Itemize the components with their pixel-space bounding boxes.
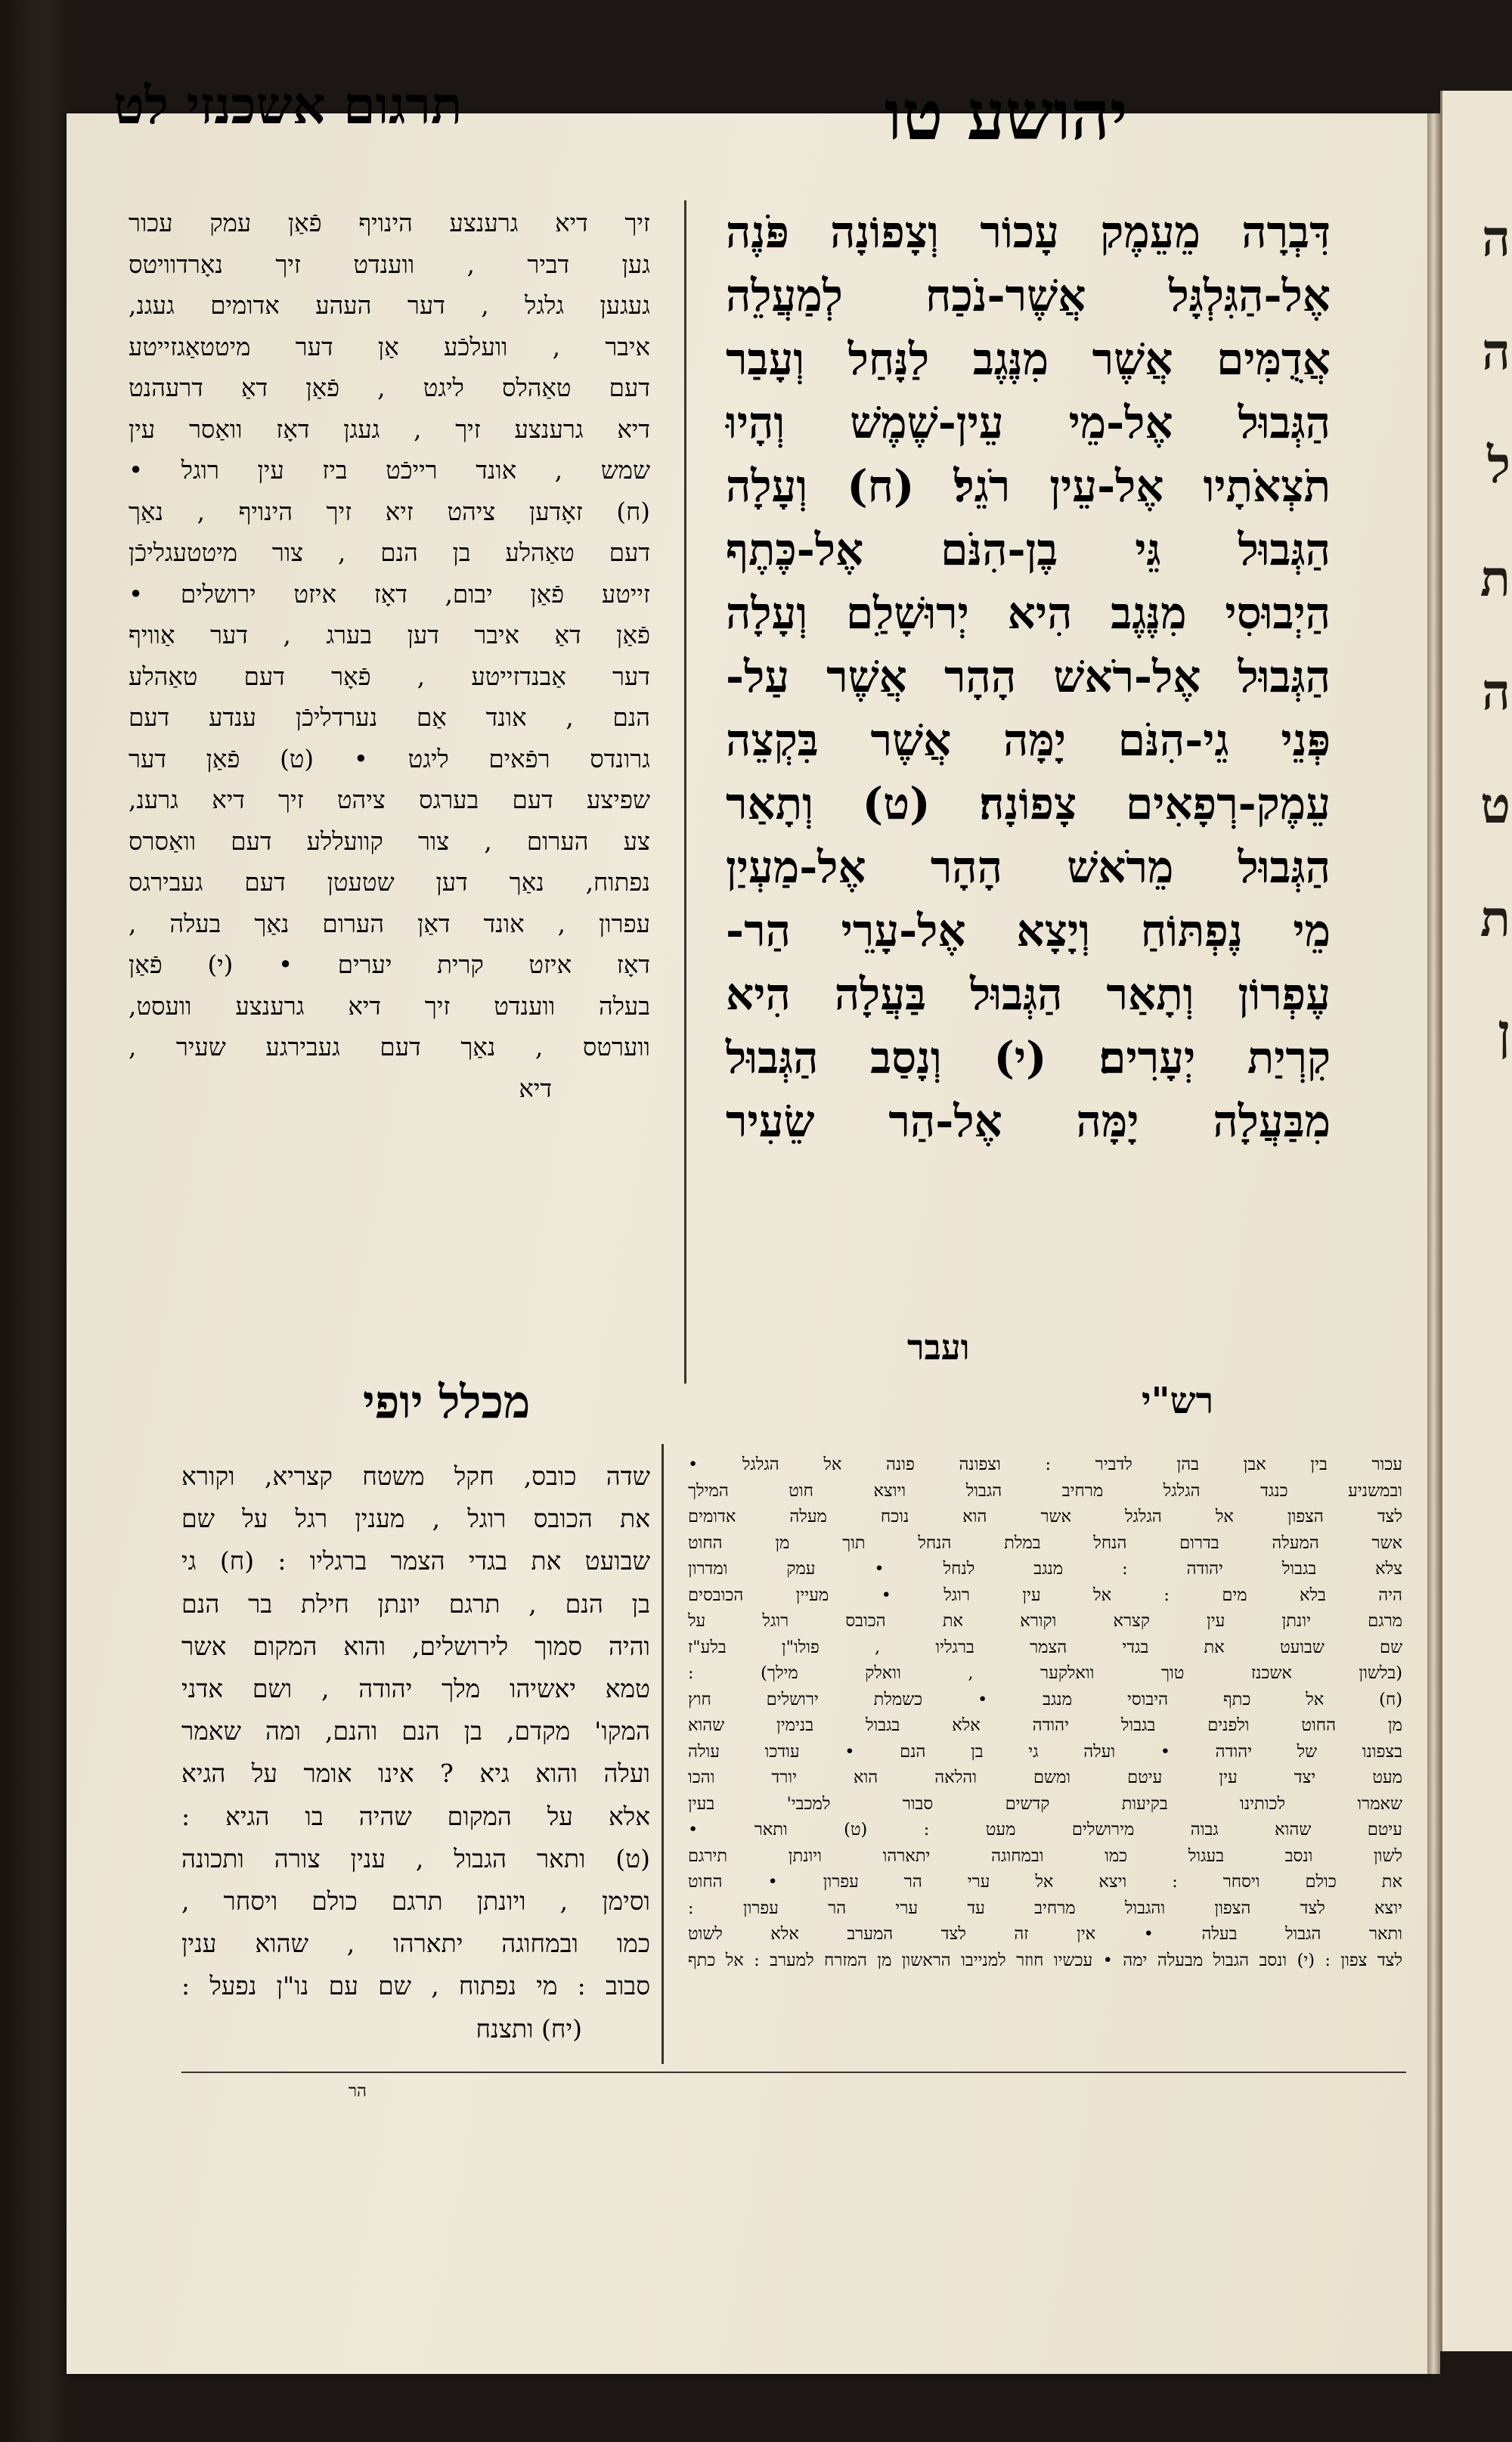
- book-gutter: [1427, 113, 1440, 2374]
- translation-line: דיא גרענצע זיך , געגן דאָז וואַסר עין: [129, 414, 650, 444]
- translation-line: דער אַבנדזייטע , פֿאָר דעם טאַהלע: [129, 662, 650, 691]
- next-page-letter: ה: [1482, 662, 1510, 721]
- rashi-line: ובמשניע כנגד הגלגל מרחיב הגבול ויוצא חוט המילך: [688, 1480, 1402, 1501]
- translation-line: (ח) זאָדען ציהט זיא זיך הינויף , נאַך: [129, 497, 650, 526]
- commentary-heading: מכלל יופי: [363, 1376, 531, 1429]
- rashi-line: את כולם ויסחר : ויצא אל ערי הר עפרון • החוט: [688, 1872, 1402, 1892]
- translation-line: נפתוח, נאַך דען שטעטן דעם געבירגס: [129, 868, 650, 897]
- commentary-line: ועלה והוא גיא ? אינו אומר על הגיא: [181, 1759, 650, 1789]
- rashi-line: עכור בין אבן בהן לדביר : וצפונה פונה אל הגלגל •: [688, 1455, 1402, 1474]
- german-hebrew-translation: [129, 203, 650, 1109]
- verse-line: מֵי נֶפְתּוֹחַ וְיָצָא אֶל-עָרֵי הַר-: [726, 905, 1331, 956]
- rashi-line: עיטם שהוא גבוה מירושלים מעט : (ט) ותאר •: [688, 1820, 1402, 1839]
- commentary-line: וסימן , ויונתן תרגם כולם ויסחר ,: [181, 1886, 650, 1917]
- translation-line: גען דביר , ווענדט זיך נאָרדוויטס: [129, 249, 650, 279]
- next-page-letter: ל: [1487, 435, 1510, 494]
- verse-line: קִרְיַת יְעָרִים׃ (י) וְנָסַב הַגְּבוּל: [726, 1032, 1331, 1083]
- translation-line: דיא: [519, 1074, 552, 1103]
- commentary-line: טמא יאשיהו מלך יהודה , ושם אדני: [181, 1674, 650, 1704]
- verse-line: מִבַּעֲלָה יָמָּה אֶל-הַר שֵׂעִיר: [726, 1095, 1331, 1147]
- commentary-line: את הכובס רוגל , מענין רגל על שם: [181, 1504, 650, 1534]
- rashi-commentary: [688, 1452, 1402, 1973]
- catchword: ועבר: [907, 1327, 970, 1368]
- translation-line: זיך דיא גרענצע הינויף פֿאַן עמק עכור: [129, 209, 650, 237]
- next-page-letter: ת: [1479, 549, 1510, 608]
- next-page-edge: [1440, 91, 1512, 2351]
- verse-line: תֹצְאֹתָיו אֶל-עֵין רֹגֵל׃ (ח) וְעָלָה: [726, 460, 1331, 512]
- rashi-line: (ח) אל כתף היבוסי מנגב • כשמלת ירושלים חוץ: [688, 1689, 1402, 1709]
- next-page-letter: ן: [1498, 1003, 1510, 1061]
- verse-line: הַיְבוּסִי מִנֶּגֶב הִיא יְרוּשָׁלִַם וְעָלָה: [726, 587, 1331, 639]
- verse-line: הַגְּבוּל גֵּי בֶן-הִנֹּם אֶל-כֶּתֶף: [726, 524, 1331, 575]
- translation-line: הנם , אונד אַם נערדליכֿן ענדע דעם: [129, 703, 650, 732]
- rashi-line: שם שבועט את בגדי הצמר ברגליו , פולו"ן בלע"ז: [688, 1637, 1402, 1657]
- rashi-line: ותאר הגבול בעלה • אין זה לצד המערב אלא לשוט: [688, 1924, 1402, 1944]
- commentary-line: אלא על המקום שהיה בו הגיא :: [181, 1801, 650, 1831]
- rashi-continuation: [181, 2079, 1406, 2103]
- commentary-line: סבוב : מי נפתוח , שם עם נו"ן נפעל :: [181, 1971, 650, 2001]
- translation-line: שמש , אונד רייכֿט ביז עין רוגל •: [129, 456, 650, 485]
- verse-line: עֵמֶק-רְפָאִים צָפוֹנָה׃ (ט) וְתָאַר: [726, 778, 1331, 829]
- rashi-line: לצד צפון : (י) ונסב הגבול מבעלה ימה • עכשיו חוזר למנייבו הראשון מן המזרח למערב : אל כתף: [688, 1950, 1402, 1970]
- footnote-line: הר: [349, 2081, 367, 2101]
- commentary-line: (יח) ותצנח: [476, 2013, 582, 2044]
- hebrew-biblical-text: [726, 200, 1331, 1153]
- verse-line: הַגְּבוּל אֶל-מֵי עֵין-שֶׁמֶשׁ וְהָיוּ: [726, 397, 1331, 448]
- rashi-line: צלא בגבול יהודה : מנגב לנחל • עמק ומדרון: [688, 1559, 1402, 1579]
- verse-line: אֶל-הַגִּלְגָּל אֲשֶׁר-נֹכַח לְמַעֲלֵה: [726, 270, 1331, 321]
- translation-line: דאָז איזט קרית יערים • (י) פֿאַן: [129, 950, 650, 979]
- verse-line: הַגְּבוּל אֶל-רֹאשׁ הָהָר אֲשֶׁר עַל-: [726, 651, 1331, 702]
- column-divider: [684, 200, 686, 1384]
- next-page-fragment: [1450, 181, 1510, 1089]
- next-page-letter: ט: [1480, 776, 1510, 835]
- column-divider: [662, 1444, 664, 2064]
- rashi-line: מעט יצד עין עיטם ומשם והלאה הוא יורד והכו: [688, 1768, 1402, 1787]
- commentary-line: המקו' מקדם, בן הנם והנם, ומה שאמר: [181, 1716, 650, 1746]
- commentary-line: בן הנם , תרגם יונתן חילת בר הנם: [181, 1588, 650, 1619]
- verse-line: עֶפְרוֹן וְתָאַר הַגְּבוּל בַּעֲלָה הִיא: [726, 968, 1331, 1020]
- verse-line: פְּנֵי גֵי-הִנֹּם יָמָּה אֲשֶׁר בִּקְצֵה: [726, 714, 1331, 766]
- verse-line: דִּבְרָה מֵעֵמֶק עָכוֹר וְצָפוֹנָה פֹּנֶה: [726, 206, 1331, 258]
- running-header-translation: תרגום אשכנזי לט: [113, 76, 463, 136]
- commentary-line: (ט) ותאר הגבול , ענין צורה ותכונה: [181, 1843, 650, 1873]
- translation-line: איבר , וועלכֿע אַן דער מיטטאַגזייטע: [129, 332, 650, 361]
- translation-line: צע הערום , צור קוועללע דעם וואַסרס: [129, 826, 650, 856]
- rashi-line: מן החוט ולפנים בגבול יהודה אלא בגבול בנימין שהוא: [688, 1715, 1402, 1735]
- rashi-line: (בלשון אשכנז טוך וואלקער , וואלק מילך) :: [688, 1663, 1402, 1683]
- translation-line: דעם טאַהלס ליגט , פֿאַן דאַ דרעהנט: [129, 373, 650, 402]
- translation-line: בעלה ווענדט זיך דיא גרענצע וועסט,: [129, 991, 650, 1021]
- rashi-line: מרגם יונתן עין קצרא וקורא את הכובס רוגל על: [688, 1611, 1402, 1631]
- translation-line: ווערטס , נאַך דעם געבירגע שעיר ,: [129, 1033, 650, 1061]
- translation-line: געגען גלגל , דער העהע אדומים געגנ,: [129, 291, 650, 320]
- translation-line: עפרון , אונד דאַן הערום נאַך בעלה ,: [129, 909, 650, 938]
- next-page-letter: ה: [1482, 322, 1510, 381]
- commentary-line: שבועט את בגדי הצמר ברגליו : (ח) גי: [181, 1546, 650, 1576]
- translation-line: גרונדס רפֿאים ליגט • (ט) פֿאַן דער: [129, 744, 650, 773]
- commentary-text: [181, 1455, 650, 2050]
- rashi-line: היה בלא מים : אל עין רוגל • מעיין הכובסים: [688, 1585, 1402, 1605]
- commentary-line: והיה סמוך לירושלים, והוא המקום אשר: [181, 1631, 650, 1661]
- rashi-line: בצפונו של יהודה • ועלה גי בן הנם • עודכו עולה: [688, 1741, 1402, 1762]
- translation-line: דעם טאַהלע בן הנם , צור מיטטעגליכֿן: [129, 538, 650, 567]
- rashi-heading: רש"י: [1142, 1380, 1214, 1422]
- next-page-letter: ה: [1482, 209, 1510, 268]
- rashi-line: לצד הצפון אל הגלגל אשר הוא נוכח מעלה אדומים: [688, 1507, 1402, 1526]
- rashi-line: שאמרו לכותינו בקיעות קדשים סבור למכבי' בעין: [688, 1793, 1402, 1814]
- footnote-rule: [181, 2072, 1406, 2073]
- commentary-line: כמו ובמחוגה יתארהו , שהוא ענין: [181, 1929, 650, 1959]
- rashi-line: יוצא לצד הצפון והגבול מרחיב עד ערי הר עפרון :: [688, 1898, 1402, 1918]
- commentary-line: שדה כובס, חקל משטח קצריא, וקורא: [181, 1461, 650, 1491]
- translation-line: פֿאַן דאַ איבר דען בערג , דער אַוויף: [129, 621, 650, 649]
- translation-line: שפיצע דעם בערגס ציהט זיך דיא גרענ,: [129, 786, 650, 814]
- next-page-letter: ת: [1479, 889, 1510, 948]
- running-header-book: יהושע טו: [885, 76, 1128, 156]
- verse-line: אֲדֻמִּים אֲשֶׁר מִנֶּגֶב לַנָּחַל וְעָבַר: [726, 333, 1331, 385]
- rashi-line: אשר המעלה בדרום הנחל במלת הנחל תוך מן החוט: [688, 1532, 1402, 1553]
- verse-line: הַגְּבוּל מֵרֹאשׁ הָהָר אֶל-מַעְיַן: [726, 841, 1331, 893]
- rashi-line: לשון ונסב בעגול כמו ובמחוגה יתארהו ויונתן תירגם: [688, 1845, 1402, 1866]
- translation-line: זייטע פֿאַן יבום, דאָז איזט ירושלים •: [129, 579, 650, 609]
